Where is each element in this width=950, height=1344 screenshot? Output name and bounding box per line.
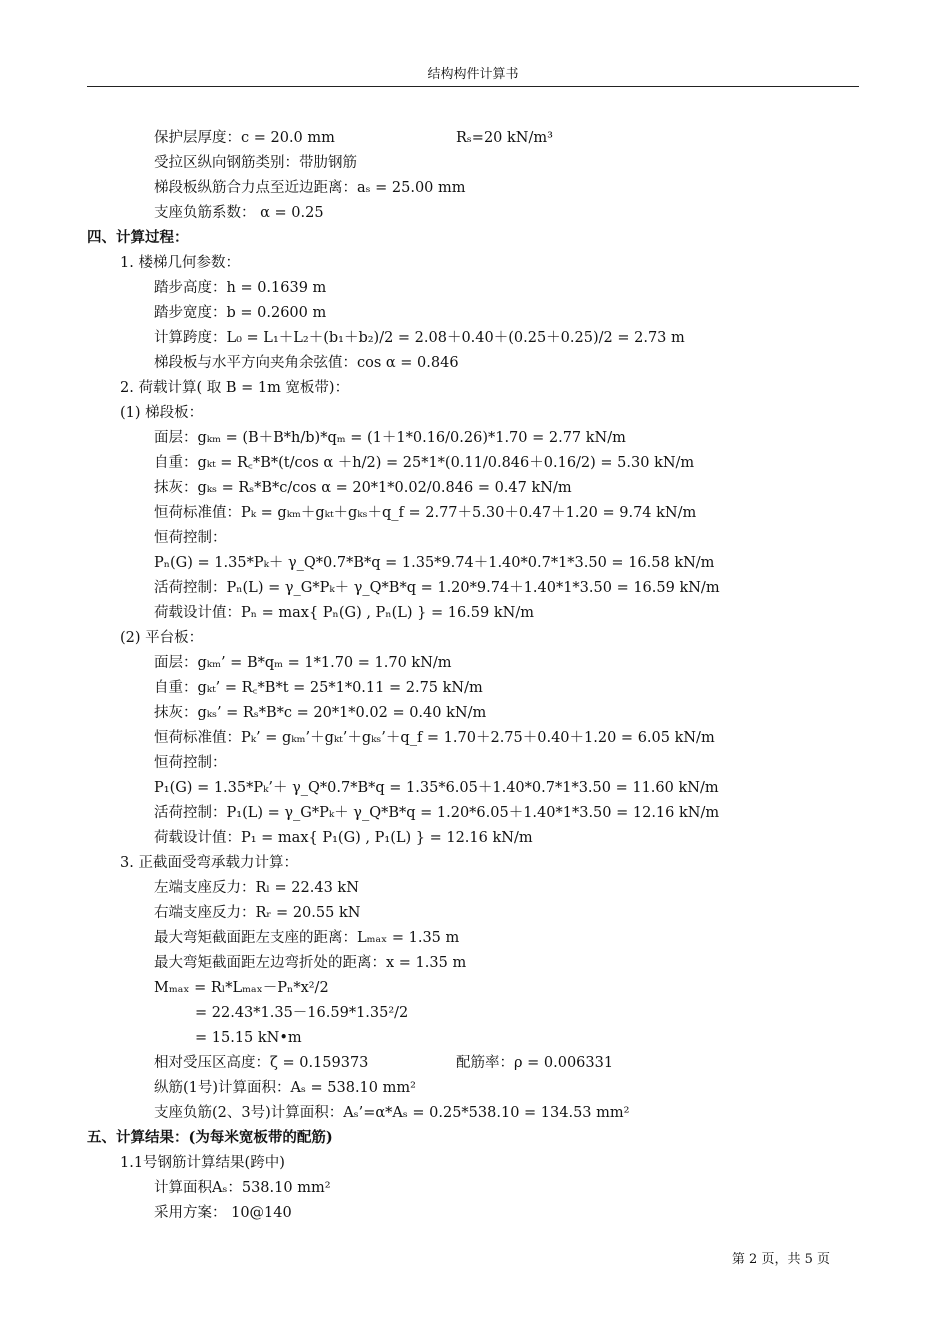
max-moment-result: = 15.15 kN•m [195, 1030, 302, 1046]
max-moment-distance-bend: 最大弯矩截面距左边弯折处的距离：x = 1.35 m [154, 955, 467, 971]
rebar1-scheme: 采用方案： 10@140 [154, 1205, 292, 1221]
support-coefficient: 支座负筋系数： α = 0.25 [154, 205, 324, 221]
subheading-flexure: 3. 正截面受弯承载力计算： [120, 855, 298, 871]
stair-design-load: 荷载设计值：Pₙ = max{ Pₙ(G) , Pₙ(L) } = 16.59 kN/m [154, 605, 534, 621]
relative-compression-height: 相对受压区高度：ζ = 0.159373 [154, 1055, 369, 1071]
max-moment-formula: Mₘₐₓ = Rₗ*Lₘₐₓ－Pₙ*x²/2 [154, 980, 329, 996]
support-rebar-area: 支座负筋(2、3号)计算面积：Aₛ’=α*Aₛ = 0.25*538.10 = 134.53 mm² [154, 1105, 630, 1121]
platform-dead-control-label: 恒荷控制： [154, 755, 227, 771]
subheading-platform: (2) 平台板： [120, 630, 204, 646]
stair-surface-load: 面层：gₖₘ = (B＋B*h/b)*qₘ = (1＋1*0.16/0.26)*1.70 = 2.77 kN/m [154, 430, 626, 446]
angle-cosine: 梯段板与水平方向夹角余弦值：cos α = 0.846 [154, 355, 459, 371]
max-moment-substitution: = 22.43*1.35－16.59*1.35²/2 [195, 1005, 409, 1021]
rebar-edge-distance: 梯段板纵筋合力点至近边距离：aₛ = 25.00 mm [154, 180, 466, 196]
platform-live-control: 活荷控制：P₁(L) = γ_G*Pₖ＋ γ_Q*B*q = 1.20*6.05＋1.40*1*3.50 = 12.16 kN/m [154, 805, 720, 821]
step-height: 踏步高度：h = 0.1639 m [154, 280, 327, 296]
platform-self-weight: 自重：gₖₜ’ = R꜀*B*t = 25*1*0.11 = 2.75 kN/m [154, 680, 483, 696]
stair-plaster-load: 抹灰：gₖₛ = Rₛ*B*c/cos α = 20*1*0.02/0.846 = 0.47 kN/m [154, 480, 572, 496]
page-header: 结构构件计算书 [87, 64, 859, 87]
page-number: 第 2 页，共 5 页 [731, 1252, 830, 1267]
rebar-type: 受拉区纵向钢筋类别：带肋钢筋 [154, 155, 357, 171]
section-heading-4: 四、计算过程： [87, 229, 189, 246]
rebar1-result-heading: 1.1号钢筋计算结果(跨中) [120, 1155, 285, 1171]
subheading-geometry: 1. 楼梯几何参数： [120, 255, 240, 271]
platform-plaster-load: 抹灰：gₖₛ’ = Rₛ*B*c = 20*1*0.02 = 0.40 kN/m [154, 705, 487, 721]
platform-dead-load: 恒荷标准值：Pₖ’ = gₖₘ’＋gₖₜ’＋gₖₛ’＋q_f = 1.70＋2.75＋0.40＋1.20 = 6.05 kN/m [154, 730, 715, 746]
calc-span: 计算跨度：L₀ = L₁＋L₂＋(b₁＋b₂)/2 = 2.08＋0.40＋(0.25＋0.25)/2 = 2.73 m [154, 330, 685, 346]
platform-dead-control: P₁(G) = 1.35*Pₖ’＋ γ_Q*0.7*B*q = 1.35*6.05＋1.40*0.7*1*3.50 = 11.60 kN/m [154, 780, 719, 796]
max-moment-distance: 最大弯矩截面距左支座的距离：Lₘₐₓ = 1.35 m [154, 930, 460, 946]
stair-self-weight: 自重：gₖₜ = R꜀*B*(t/cos α ＋h/2) = 25*1*(0.11/0.846＋0.16/2) = 5.30 kN/m [154, 455, 695, 471]
right-reaction: 右端支座反力：Rᵣ = 20.55 kN [154, 905, 361, 921]
soil-density: Rₛ=20 kN/m³ [456, 130, 553, 146]
left-reaction: 左端支座反力：Rₗ = 22.43 kN [154, 880, 359, 896]
rebar1-area: 计算面积Aₛ：538.10 mm² [154, 1180, 331, 1196]
platform-design-load: 荷载设计值：P₁ = max{ P₁(G) , P₁(L) } = 12.16 kN/m [154, 830, 533, 846]
section-heading-5: 五、计算结果：(为每米宽板带的配筋) [87, 1129, 333, 1146]
stair-dead-load: 恒荷标准值：Pₖ = gₖₘ＋gₖₜ＋gₖₛ＋q_f = 2.77＋5.30＋0.47＋1.20 = 9.74 kN/m [154, 505, 697, 521]
subheading-load: 2. 荷载计算( 取 B = 1m 宽板带)： [120, 380, 350, 396]
step-width: 踏步宽度：b = 0.2600 m [154, 305, 327, 321]
reinforcement-ratio: 配筋率：ρ = 0.006331 [456, 1055, 614, 1071]
stair-live-control: 活荷控制：Pₙ(L) = γ_G*Pₖ＋ γ_Q*B*q = 1.20*9.74＋1.40*1*3.50 = 16.59 kN/m [154, 580, 720, 596]
stair-dead-control: Pₙ(G) = 1.35*Pₖ＋ γ_Q*0.7*B*q = 1.35*9.74＋1.40*0.7*1*3.50 = 16.58 kN/m [154, 555, 715, 571]
main-rebar-area: 纵筋(1号)计算面积：Aₛ = 538.10 mm² [154, 1080, 416, 1096]
stair-dead-control-label: 恒荷控制： [154, 530, 227, 546]
subheading-stair-slab: (1) 梯段板： [120, 405, 204, 421]
platform-surface-load: 面层：gₖₘ’ = B*qₘ = 1*1.70 = 1.70 kN/m [154, 655, 452, 671]
cover-thickness: 保护层厚度：c = 20.0 mm [154, 130, 335, 146]
